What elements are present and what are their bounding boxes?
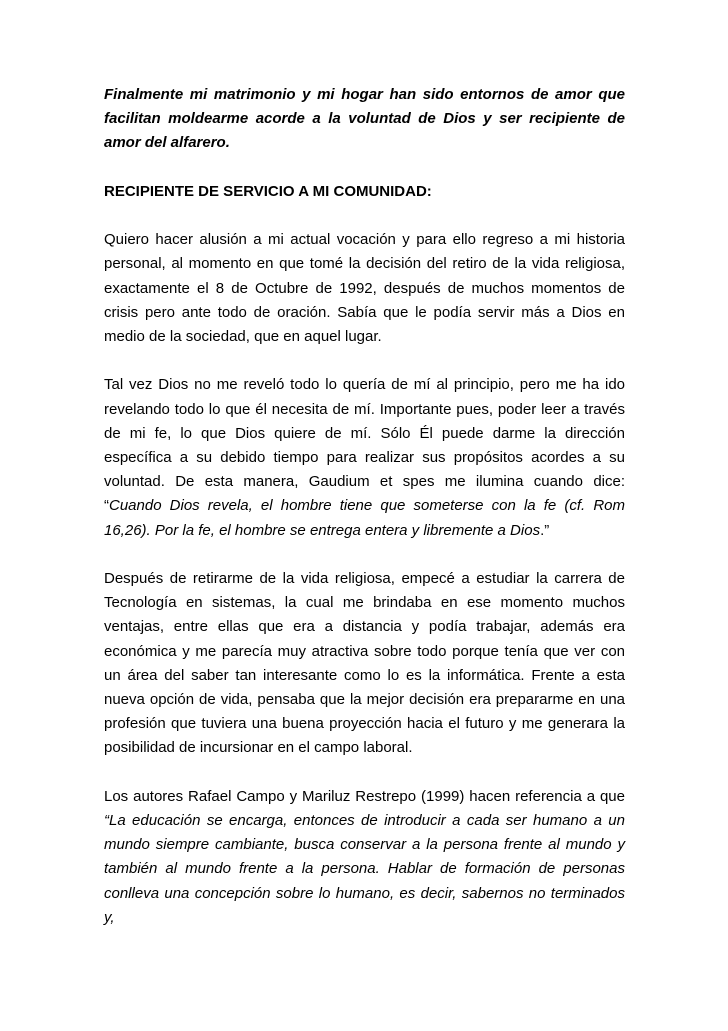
paragraph-revelation-end: .”: [540, 521, 550, 539]
paragraph-revelation: [104, 373, 625, 542]
paragraph-studies: Después de retirarme de la vida religiosa, empecé a estudiar la carrera de Tecnología en sistemas, la cual me brindaba en ese momento muchos ventajas, entre ellas que era a distancia y podía trabajar, además era económica y me parecía muy atractiva sobre todo porque tenía que ver con un área del saber tan interesante como lo es la informática. Frente a esta nueva opción de vida, pensaba que la mejor decisión era prepararme en una profesión que tuviera una buena proyección hacia el futuro y me generara la posibilidad de incursionar en el campo laboral.: [104, 570, 625, 757]
intro-paragraph: Finalmente mi matrimonio y mi hogar han sido entornos de amor que facilitan moldearme acorde a la voluntad de Dios y ser recipiente de amor del alfarero.: [104, 86, 625, 152]
gaudium-et-spes-quote: Cuando Dios revela, el hombre tiene que someterse con la fe (cf. Rom 16,26). Por la fe, el hombre se entrega entera y libremente a Dios: [104, 497, 625, 539]
paragraph-authors: [104, 785, 625, 930]
section-heading: RECIPIENTE DE SERVICIO A MI COMUNIDAD:: [104, 182, 432, 200]
document-page: [104, 83, 625, 930]
campo-restrepo-quote: “La educación se encarga, entonces de introducir a cada ser humano a un mundo siempre cambiante, busca conservar a la persona frente al mundo y también al mundo frente a la persona. Hablar de formación de personas conlleva una concepción sobre lo humano, es decir, sabernos no terminados y,: [104, 812, 625, 926]
paragraph-vocation: Quiero hacer alusión a mi actual vocación y para ello regreso a mi historia personal, al momento en que tomé la decisión del retiro de la vida religiosa, exactamente el 8 de Octubre de 1992, después de muchos momentos de crisis pero ante todo de oración. Sabía que le podía servir más a Dios en medio de la sociedad, que en aquel lugar.: [104, 231, 625, 345]
paragraph-authors-text: Los autores Rafael Campo y Mariluz Restrepo (1999) hacen referencia a que: [104, 787, 625, 805]
paragraph-revelation-text: Tal vez Dios no me reveló todo lo quería de mí al principio, pero me ha ido revelando todo lo que él necesita de mí. Importante pues, poder leer a través de mi fe, lo que Dios quiere de mí. Sólo Él puede darme la dirección específica a su debido tiempo para realizar sus propósitos acordes a su voluntad. De esta manera, Gaudium et spes me ilumina cuando dice: “: [104, 376, 625, 515]
